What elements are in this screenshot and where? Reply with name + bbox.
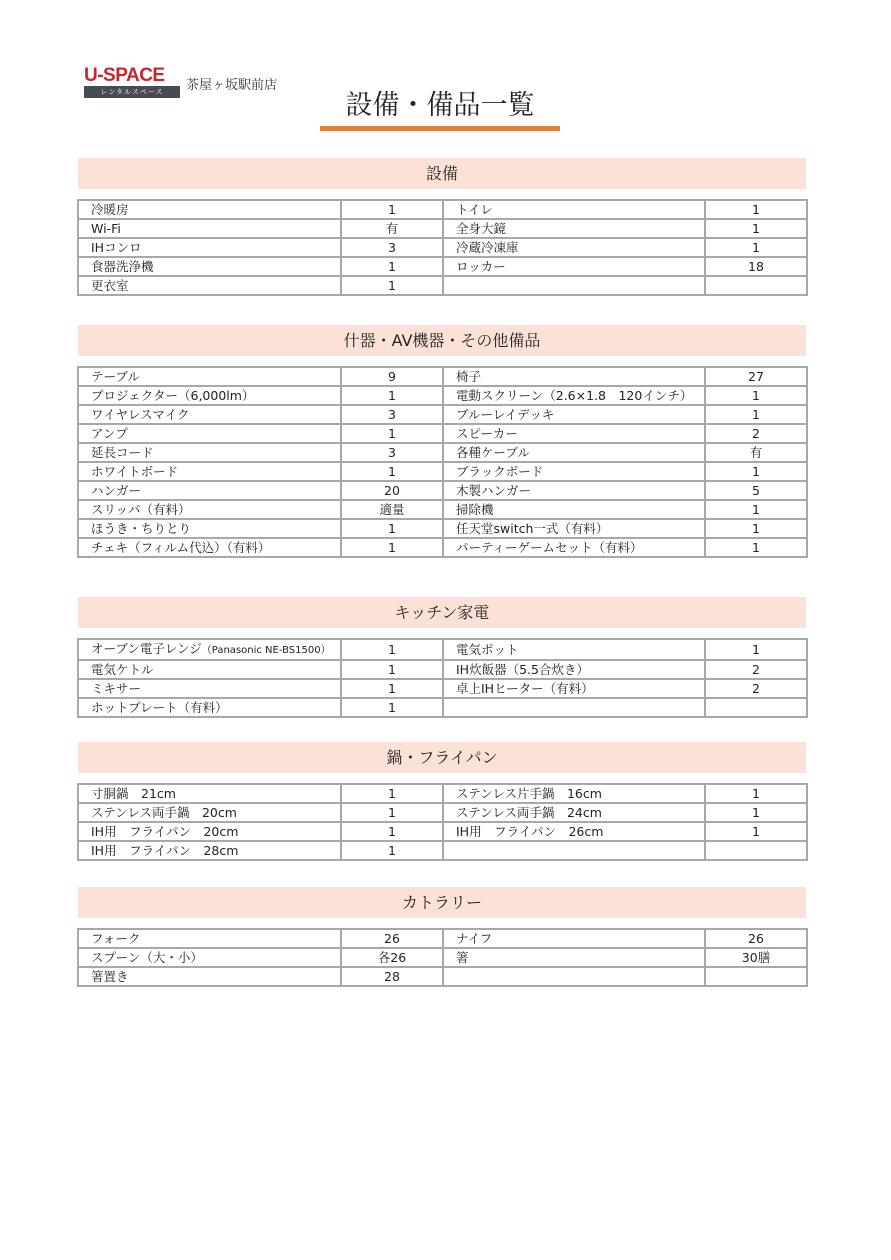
kitchen-appliances-table	[77, 638, 808, 718]
item-name: IH用 フライパン 26cm	[443, 822, 705, 841]
table-row	[78, 519, 807, 538]
item-name: スピーカー	[443, 424, 705, 443]
title-underline	[320, 126, 560, 131]
item-qty: 1	[341, 276, 443, 295]
item-qty: 1	[705, 784, 807, 803]
page-title: 設備・備品一覧	[345, 90, 535, 121]
item-qty: 適量	[341, 500, 443, 519]
item-qty: 1	[341, 803, 443, 822]
item-name: トイレ	[443, 200, 705, 219]
item-qty: 1	[705, 219, 807, 238]
item-qty: 1	[341, 784, 443, 803]
item-qty: 2	[705, 660, 807, 679]
table-row	[78, 238, 807, 257]
item-qty: 1	[341, 200, 443, 219]
section-header-kitchen-appliances: キッチン家電	[78, 597, 806, 628]
item-qty: 1	[341, 639, 443, 660]
table-row	[78, 257, 807, 276]
item-qty: 1	[705, 200, 807, 219]
item-qty	[705, 276, 807, 295]
item-name: ホットプレート（有料）	[78, 698, 341, 717]
item-qty: 26	[341, 929, 443, 948]
item-qty: 5	[705, 481, 807, 500]
item-qty	[705, 698, 807, 717]
item-qty: 1	[341, 660, 443, 679]
item-name: 各種ケーブル	[443, 443, 705, 462]
item-qty: 3	[341, 238, 443, 257]
item-qty: 30膳	[705, 948, 807, 967]
item-qty: 1	[705, 405, 807, 424]
item-name: 木製ハンガー	[443, 481, 705, 500]
item-qty: 9	[341, 367, 443, 386]
item-qty: 1	[341, 257, 443, 276]
item-name: 全身大鏡	[443, 219, 705, 238]
item-name: 冷蔵冷凍庫	[443, 238, 705, 257]
item-qty: 1	[705, 639, 807, 660]
item-name	[443, 276, 705, 295]
item-name: フォーク	[78, 929, 341, 948]
item-name: 延長コード	[78, 443, 341, 462]
item-name: IH用 フライパン 28cm	[78, 841, 341, 860]
item-qty: 28	[341, 967, 443, 986]
logo-wordmark: U-SPACE	[84, 65, 165, 86]
item-qty: 2	[705, 424, 807, 443]
item-name: テーブル	[78, 367, 341, 386]
item-qty: 1	[705, 500, 807, 519]
item-qty: 1	[341, 386, 443, 405]
item-name: 椅子	[443, 367, 705, 386]
table-row	[78, 462, 807, 481]
table-row	[78, 698, 807, 717]
item-qty: 1	[341, 462, 443, 481]
item-name: アンプ	[78, 424, 341, 443]
item-name: ブラックボード	[443, 462, 705, 481]
item-qty: 1	[341, 841, 443, 860]
item-qty: 20	[341, 481, 443, 500]
item-qty: 1	[705, 822, 807, 841]
item-name: IH炊飯器（5.5合炊き）	[443, 660, 705, 679]
table-row	[78, 803, 807, 822]
item-qty	[705, 841, 807, 860]
item-name: 冷暖房	[78, 200, 341, 219]
item-name: 卓上IHヒーター（有料）	[443, 679, 705, 698]
section-header-cutlery: カトラリー	[78, 887, 806, 918]
item-name: IHコンロ	[78, 238, 341, 257]
table-row	[78, 822, 807, 841]
item-name: ハンガー	[78, 481, 341, 500]
item-qty: 26	[705, 929, 807, 948]
item-name: 箸	[443, 948, 705, 967]
item-qty: 1	[341, 822, 443, 841]
item-name: ステンレス両手鍋 20cm	[78, 803, 341, 822]
section-header-furniture-av: 什器・AV機器・その他備品	[78, 325, 806, 356]
item-name: ステンレス片手鍋 16cm	[443, 784, 705, 803]
table-row	[78, 784, 807, 803]
table-row	[78, 538, 807, 557]
item-name: 掃除機	[443, 500, 705, 519]
equipment-table	[77, 199, 808, 296]
table-row	[78, 367, 807, 386]
item-qty: 18	[705, 257, 807, 276]
item-name: ホワイトボード	[78, 462, 341, 481]
item-name: ステンレス両手鍋 24cm	[443, 803, 705, 822]
item-qty: 1	[341, 679, 443, 698]
item-qty: 有	[705, 443, 807, 462]
table-row	[78, 424, 807, 443]
item-name: 電動スクリーン（2.6×1.8 120インチ）	[443, 386, 705, 405]
table-row	[78, 639, 807, 660]
item-qty: 1	[341, 424, 443, 443]
item-name: ワイヤレスマイク	[78, 405, 341, 424]
item-name: プロジェクター（6,000lm）	[78, 386, 341, 405]
item-name: 任天堂switch一式（有料）	[443, 519, 705, 538]
table-row	[78, 500, 807, 519]
store-name: 茶屋ヶ坂駅前店	[186, 78, 278, 93]
table-row	[78, 443, 807, 462]
item-name: ナイフ	[443, 929, 705, 948]
item-name: スリッパ（有料）	[78, 500, 341, 519]
cutlery-table	[77, 928, 808, 987]
item-name	[443, 698, 705, 717]
u-space-logo	[84, 66, 180, 98]
item-qty: 各26	[341, 948, 443, 967]
table-row	[78, 219, 807, 238]
table-row	[78, 481, 807, 500]
item-qty: 2	[705, 679, 807, 698]
item-name: ミキサー	[78, 679, 341, 698]
table-row	[78, 200, 807, 219]
item-name: 電気ポット	[443, 639, 705, 660]
item-name: 寸胴鍋 21cm	[78, 784, 341, 803]
item-name: 箸置き	[78, 967, 341, 986]
item-name: 電気ケトル	[78, 660, 341, 679]
item-model-note: （Panasonic NE-BS1500）	[201, 645, 331, 656]
table-row	[78, 660, 807, 679]
item-name: チェキ（フィルム代込）（有料）	[78, 538, 341, 557]
item-qty: 1	[705, 238, 807, 257]
item-name: 更衣室	[78, 276, 341, 295]
item-qty: 1	[705, 519, 807, 538]
item-qty: 1	[705, 538, 807, 557]
item-qty: 1	[341, 538, 443, 557]
pots-pans-table	[77, 783, 808, 861]
item-qty: 1	[705, 386, 807, 405]
logo-subtitle: レンタルスペース	[84, 86, 180, 98]
table-row	[78, 841, 807, 860]
item-qty: 有	[341, 219, 443, 238]
item-name	[443, 841, 705, 860]
furniture-av-table	[77, 366, 808, 558]
item-qty: 3	[341, 443, 443, 462]
section-header-pots-pans: 鍋・フライパン	[78, 742, 806, 773]
table-row	[78, 386, 807, 405]
item-name: IH用 フライパン 20cm	[78, 822, 341, 841]
item-qty: 1	[341, 519, 443, 538]
item-name: ロッカー	[443, 257, 705, 276]
item-qty: 1	[705, 462, 807, 481]
item-qty	[705, 967, 807, 986]
item-qty: 1	[705, 803, 807, 822]
table-row	[78, 967, 807, 986]
item-name	[443, 967, 705, 986]
item-qty: 1	[341, 698, 443, 717]
item-qty: 3	[341, 405, 443, 424]
table-row	[78, 948, 807, 967]
item-name: ブルーレイデッキ	[443, 405, 705, 424]
item-name: ほうき・ちりとり	[78, 519, 341, 538]
table-row	[78, 929, 807, 948]
item-name: スプーン（大・小）	[78, 948, 341, 967]
item-name: パーティーゲームセット（有料）	[443, 538, 705, 557]
table-row	[78, 405, 807, 424]
item-name: オーブン電子レンジ（Panasonic NE-BS1500）	[78, 639, 341, 660]
item-qty: 27	[705, 367, 807, 386]
table-row	[78, 679, 807, 698]
item-name: Wi-Fi	[78, 219, 341, 238]
section-header-equipment: 設備	[78, 158, 806, 189]
item-name: 食器洗浄機	[78, 257, 341, 276]
table-row	[78, 276, 807, 295]
